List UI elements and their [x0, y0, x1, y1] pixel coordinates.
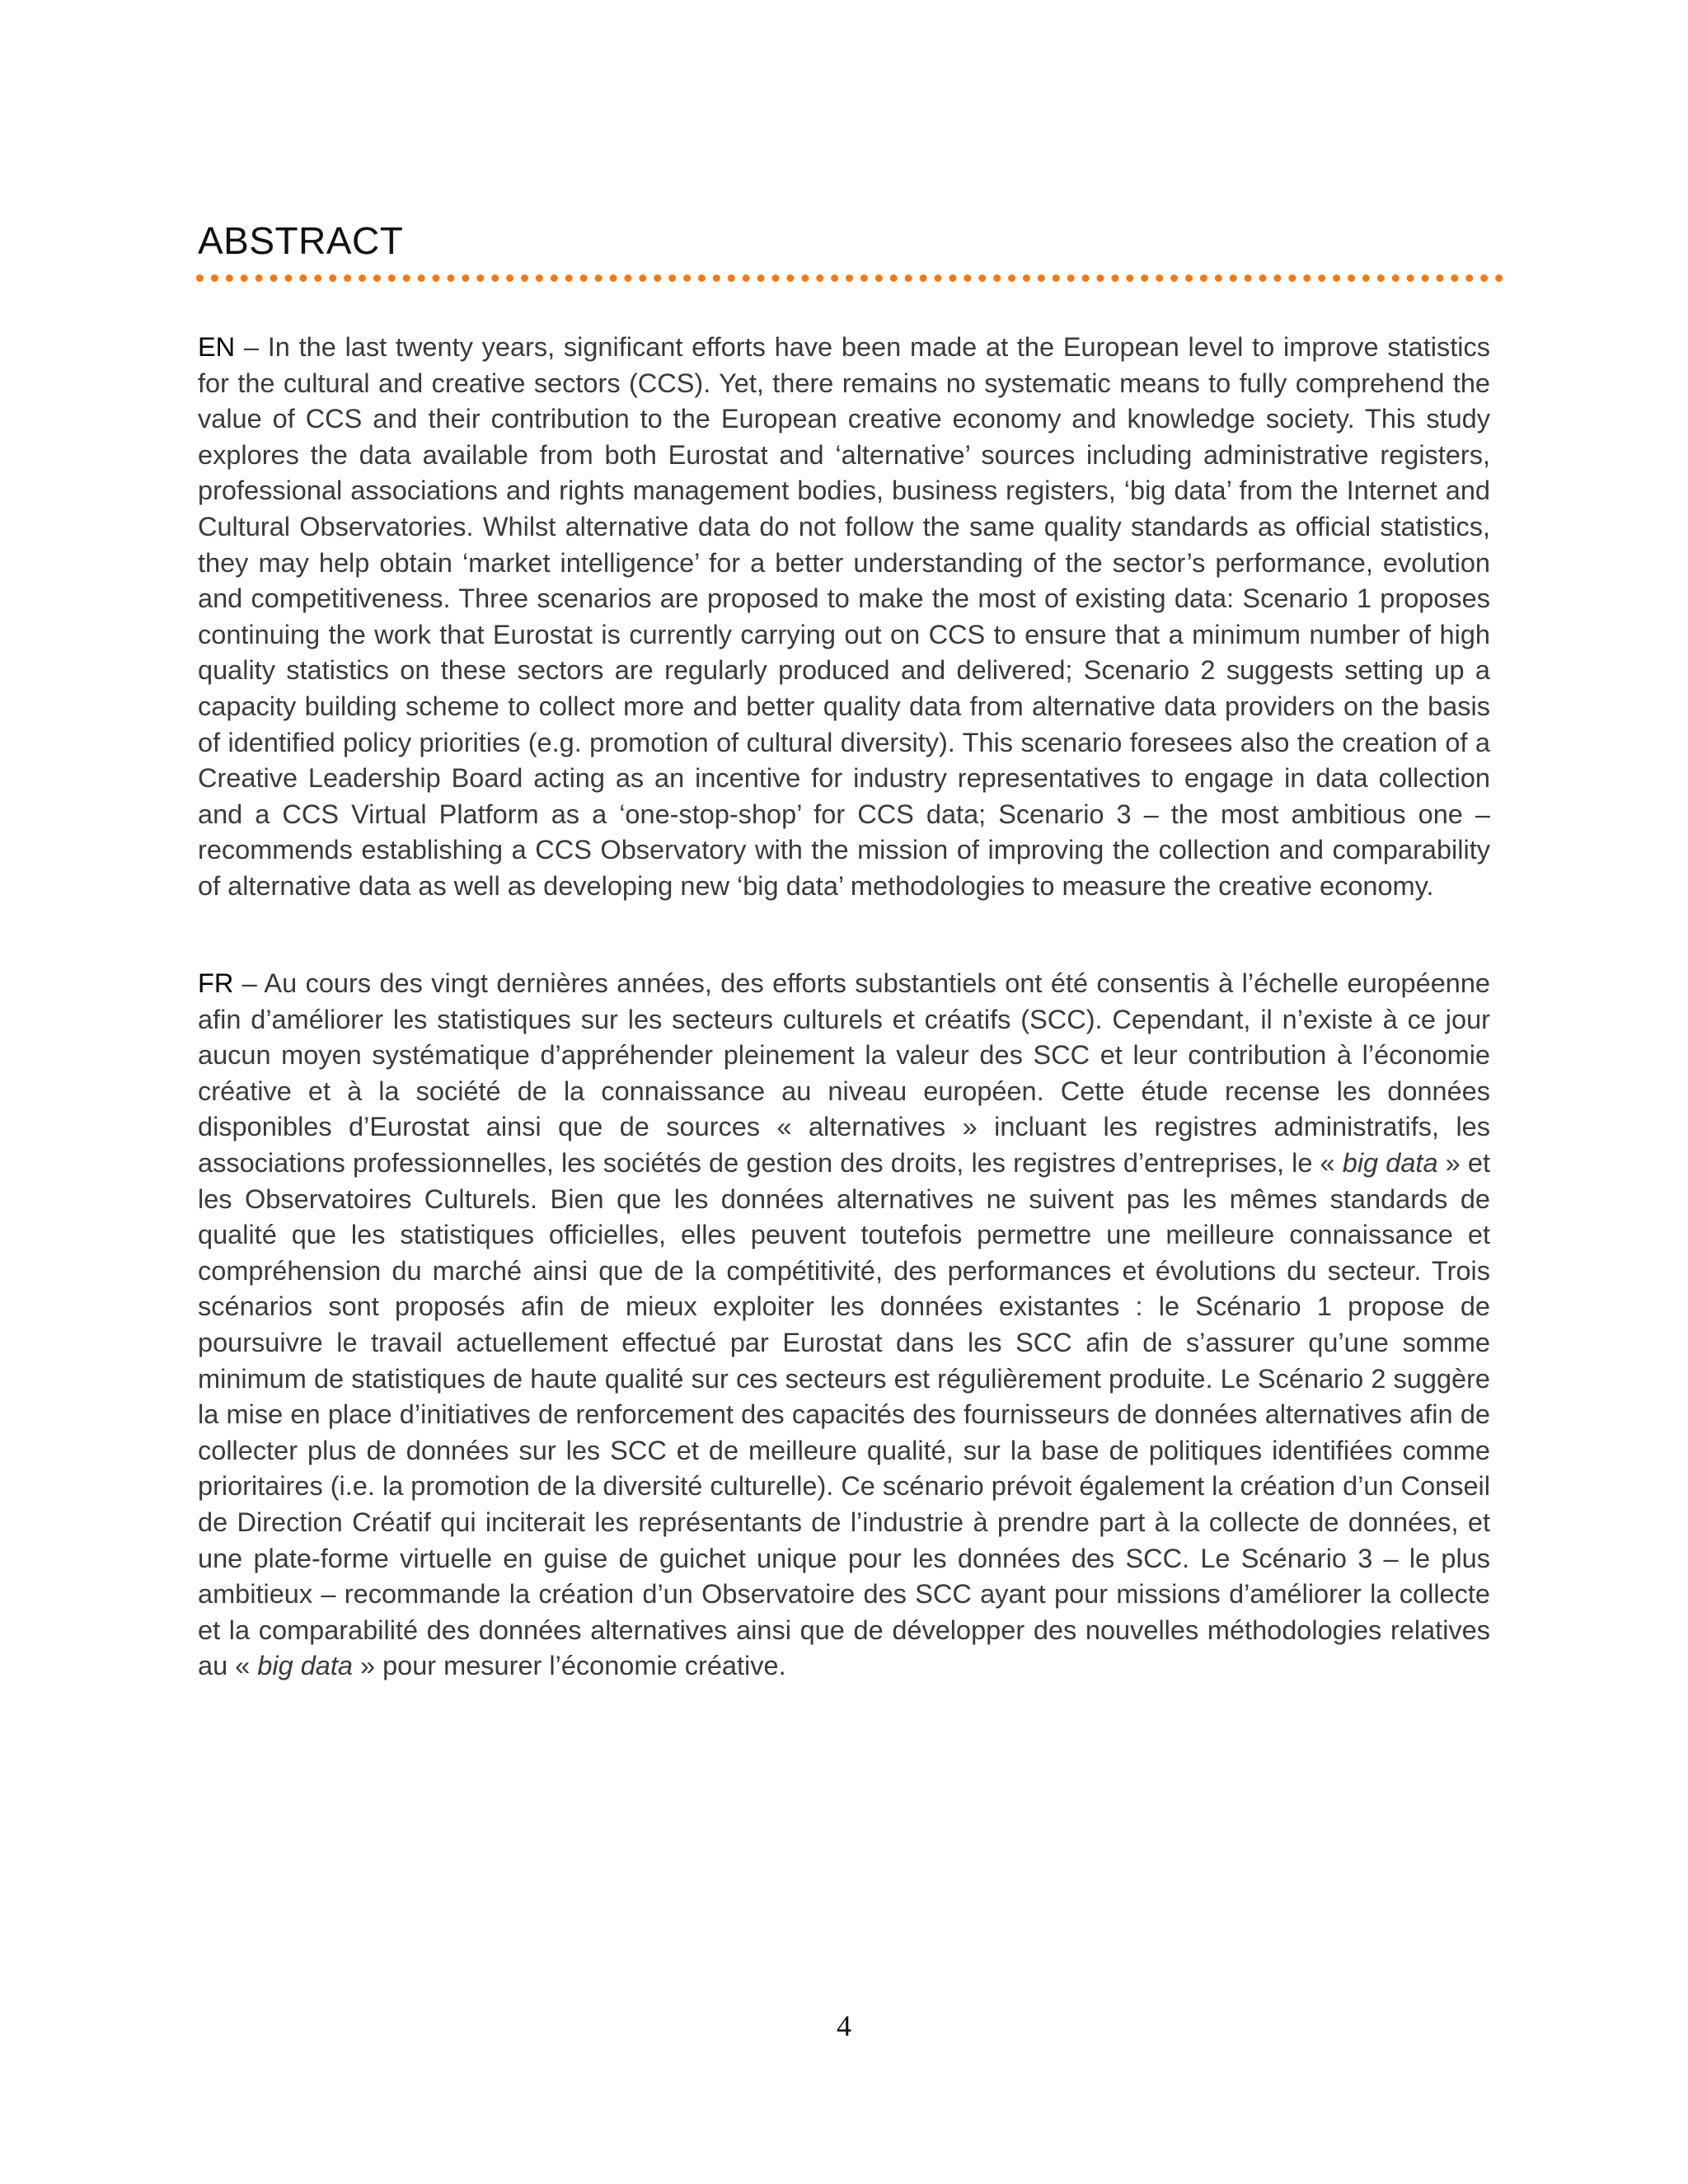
page-number: 4 [837, 2009, 851, 2042]
abstract-french-text-part1: – Au cours des vingt dernières années, des efforts substantiels ont été consentis à l’échelle européenne afin d’améliorer les statistiques sur les secteurs culturels et créatifs (SCC). Cependant, il n’existe à ce jour aucun moyen systématique d’appréhender pleinement la valeur des SCC et leur contribution à l’économie créative et à la société de la connaissance au niveau européen. Cette étude recense les données disponibles d’Eurostat ainsi que de sources « alternatives » incluant les registres administratifs, les associations professionnelles, les sociétés de gestion des droits, les registres d’entreprises, le « [198, 968, 1490, 1178]
section-heading: ABSTRACT [198, 219, 404, 262]
language-tag-fr: FR [198, 968, 234, 998]
orange-dotted-divider [196, 274, 1503, 282]
abstract-english-text: – In the last twenty years, significant efforts have been made at the European level to improve statistics for the cultural and creative sectors (CCS). Yet, there remains no systematic means to fully comprehend the value of CCS and their contribution to the European creative economy and knowledge society. This study explores the data available from both Eurostat and ‘alternative’ sources including administrative registers, professional associations and rights management bodies, business registers, ‘big data’ from the Internet and Cultural Observatories. Whilst alternative data do not follow the same quality standards as official statistics, they may help obtain ‘market intelligence’ for a better understanding of the sector’s performance, evolution and competitiveness. Three scenarios are proposed to make the most of existing data: Scenario 1 proposes continuing the work that Eurostat is currently carrying out on CCS to ensure that a minimum number of high quality statistics on these sectors are regularly produced and delivered; Scenario 2 suggests setting up a capacity building scheme to collect more and better quality data from alternative data providers on the basis of identified policy priorities (e.g. promotion of cultural diversity). This scenario foresees also the creation of a Creative Leadership Board acting as an incentive for industry representatives to engage in data collection and a CCS Virtual Platform as a ‘one-stop-shop’ for CCS data; Scenario 3 – the most ambitious one – recommends establishing a CCS Observatory with the mission of improving the collection and comparability of alternative data as well as developing new ‘big data’ methodologies to measure the creative economy. [198, 332, 1490, 901]
abstract-french-italic-term-2: big data [257, 1651, 353, 1681]
abstract-french-text-part2: » et les Observatoires Culturels. Bien que les données alternatives ne suivent pas les mêmes standards de qualité que les statistiques officielles, elles peuvent toutefois permettre une meilleure connaissance et compréhension du marché ainsi que de la compétitivité, des performances et évolutions du secteur. Trois scénarios sont proposés afin de mieux exploiter les données existantes : le Scénario 1 propose de poursuivre le travail actuellement effectué par Eurostat dans les SCC afin de s’assurer qu’une somme minimum de statistiques de haute qualité sur ces secteurs est régulièrement produite. Le Scénario 2 suggère la mise en place d’initiatives de renforcement des capacités des fournisseurs de données alternatives afin de collecter plus de données sur les SCC et de meilleure qualité, sur la base de politiques identifiées comme prioritaires (i.e. la promotion de la diversité culturelle). Ce scénario prévoit également la création d’un Conseil de Direction Créatif qui inciterait les représentants de l’industrie à prendre part à la collecte de données, et une plate-forme virtuelle en guise de guichet unique pour les données des SCC. Le Scénario 3 – le plus ambitieux – recommande la création d’un Observatoire des SCC ayant pour missions d’améliorer la collecte et la comparabilité des données alternatives ainsi que de développer des nouvelles méthodologies relatives au « [198, 1147, 1490, 1681]
abstract-french-italic-term-1: big data [1342, 1147, 1438, 1178]
abstract-english [198, 330, 1490, 905]
abstract-french [198, 966, 1490, 1685]
abstract-french-text-part3: » pour mesurer l’économie créative. [352, 1651, 786, 1681]
language-tag-en: EN [198, 332, 236, 362]
